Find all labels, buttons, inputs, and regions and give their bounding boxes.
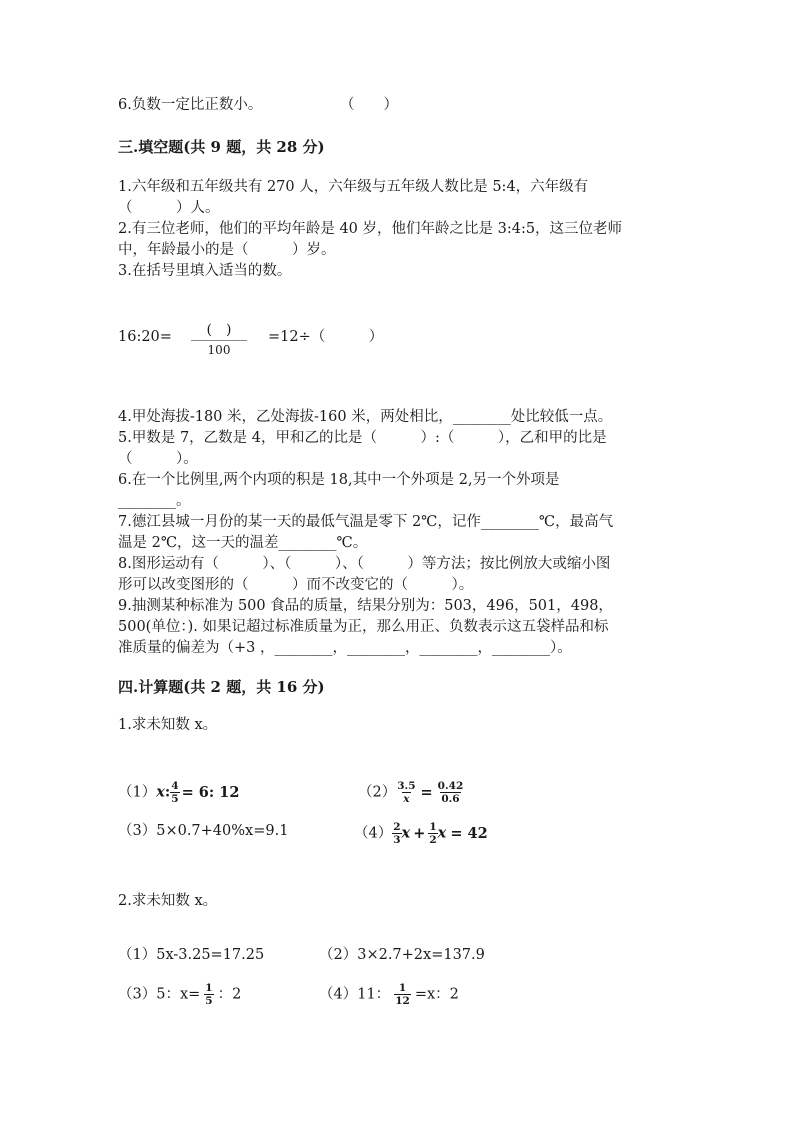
question-7-line-1: 7.德江县城一月份的某一天的最低气温是零下 2℃，记作________℃，最高气 (118, 514, 614, 530)
fraction-left (396, 780, 416, 805)
calc-2-title: 2.求未知数 x。 (118, 893, 218, 909)
fraction-right (437, 780, 465, 805)
equation-left: （3）5：x= (118, 986, 201, 1003)
fraction-denominator: 100 (207, 343, 231, 357)
question-8-line-2: 形可以改变图形的（ ）而不改变它的（ ）。 (118, 577, 474, 593)
equals-sign: = (420, 783, 433, 801)
ratio-colon: : (164, 783, 171, 801)
fraction-numerator: 2 (393, 821, 401, 833)
calc-1-title: 1.求未知数 x。 (118, 717, 218, 733)
variable-x: x (437, 824, 447, 842)
fraction (428, 821, 437, 846)
problem-label: （2） (358, 784, 397, 801)
equation-right: ：2 (217, 986, 242, 1003)
fraction (394, 982, 411, 1007)
calc-2-problem-3 (118, 982, 241, 1007)
equation-rest: = 6: 12 (181, 783, 240, 801)
question-3-division: =12÷（ ） (268, 329, 384, 345)
fraction-denominator: x (403, 793, 410, 805)
question-3-ratio: 16:20= (118, 329, 172, 345)
question-5-line-1: 5.甲数是 7，乙数是 4，甲和乙的比是（ ）:（ ），乙和甲的比是 (118, 430, 607, 446)
equation-right: =x：2 (414, 986, 459, 1003)
calc-2-problem-2: （2）3×2.7+2x=137.9 (319, 947, 485, 963)
fraction-numerator: 1 (205, 982, 213, 994)
question-8-line-1: 8.图形运动有（ ）、（ ）、（ ）等方法；按比例放大或缩小图 (118, 556, 611, 572)
question-9-line-2: 500(单位：). 如果记超过标准质量为正，那么用正、负数表示这五袋样品和标 (118, 619, 609, 635)
equation-rest: = 42 (450, 824, 488, 842)
question-4: 4.甲处海拔-180 米，乙处海拔-160 米，两处相比，________处比较低一点。 (118, 409, 613, 425)
section-heading-fill-in: 三.填空题(共 9 题，共 28 分) (118, 138, 325, 156)
calc-1-problem-4 (354, 821, 488, 846)
fraction-denominator: 3 (393, 834, 401, 846)
fraction-numerator-blank[interactable]: ( ) (206, 322, 232, 338)
fraction-denominator: 5 (205, 995, 213, 1007)
calc-2-problem-1: （1）5x-3.25=17.25 (118, 947, 265, 963)
question-7-line-2: 温是 2℃，这一天的温差________℃。 (118, 535, 368, 551)
problem-label: （4） (354, 825, 393, 842)
question-1-line-2: （ ）人。 (118, 200, 220, 216)
question-2-line-2: 中，年龄最小的是（ ）岁。 (118, 242, 336, 258)
section-heading-calculation: 四.计算题(共 2 题，共 16 分) (118, 678, 325, 696)
fraction-denominator: 5 (171, 793, 179, 805)
question-1-line-1: 1.六年级和五年级共有 270 人，六年级与五年级人数比是 5:4，六年级有 (118, 179, 589, 195)
question-6-line-2: ________。 (118, 493, 191, 509)
question-2-line-1: 2.有三位老师，他们的平均年龄是 40 岁，他们年龄之比是 3:4:5，这三位老师 (118, 221, 623, 237)
answer-blank[interactable]: （ ） (340, 97, 398, 113)
item-text: 6.负数一定比正数小。 (118, 97, 263, 113)
fraction-denominator: 12 (395, 995, 410, 1007)
question-6-line-1: 6.在一个比例里,两个内项的积是 18,其中一个外项是 2,另一个外项是 (118, 472, 560, 488)
fraction-bar (191, 340, 247, 341)
fraction-numerator: 1 (429, 821, 437, 833)
calc-2-problem-4 (319, 982, 459, 1007)
fraction (170, 780, 179, 805)
true-false-item-6 (118, 95, 262, 115)
fraction-denominator: 2 (429, 834, 437, 846)
question-5-line-2: （ ）。 (118, 451, 198, 467)
fraction (392, 821, 401, 846)
variable-x: x (401, 824, 411, 842)
fraction-numerator: 0.42 (437, 780, 464, 792)
fraction-denominator: 0.6 (441, 793, 460, 805)
fraction-numerator: 3.5 (397, 780, 416, 792)
question-3-line-1: 3.在括号里填入适当的数。 (118, 263, 292, 279)
variable-x: x (156, 783, 165, 801)
calc-1-problem-2 (358, 780, 464, 805)
problem-label: （1） (118, 784, 157, 801)
calc-1-problem-3: （3）5×0.7+40%x=9.1 (118, 823, 289, 839)
equation-left: （4）11： (319, 986, 391, 1003)
plus-sign: + (413, 824, 426, 842)
fraction-numerator: 1 (398, 982, 407, 994)
fraction-numerator: 4 (171, 780, 179, 792)
fraction (204, 982, 213, 1007)
calc-1-problem-1 (118, 780, 239, 805)
question-9-line-3: 准质量的偏差为（+3 ，________，________，________，________）。 (118, 640, 572, 656)
question-3-fraction (191, 322, 247, 357)
question-9-line-1: 9.抽测某种标准为 500 食品的质量，结果分别为：503，496，501，498， (118, 598, 613, 614)
